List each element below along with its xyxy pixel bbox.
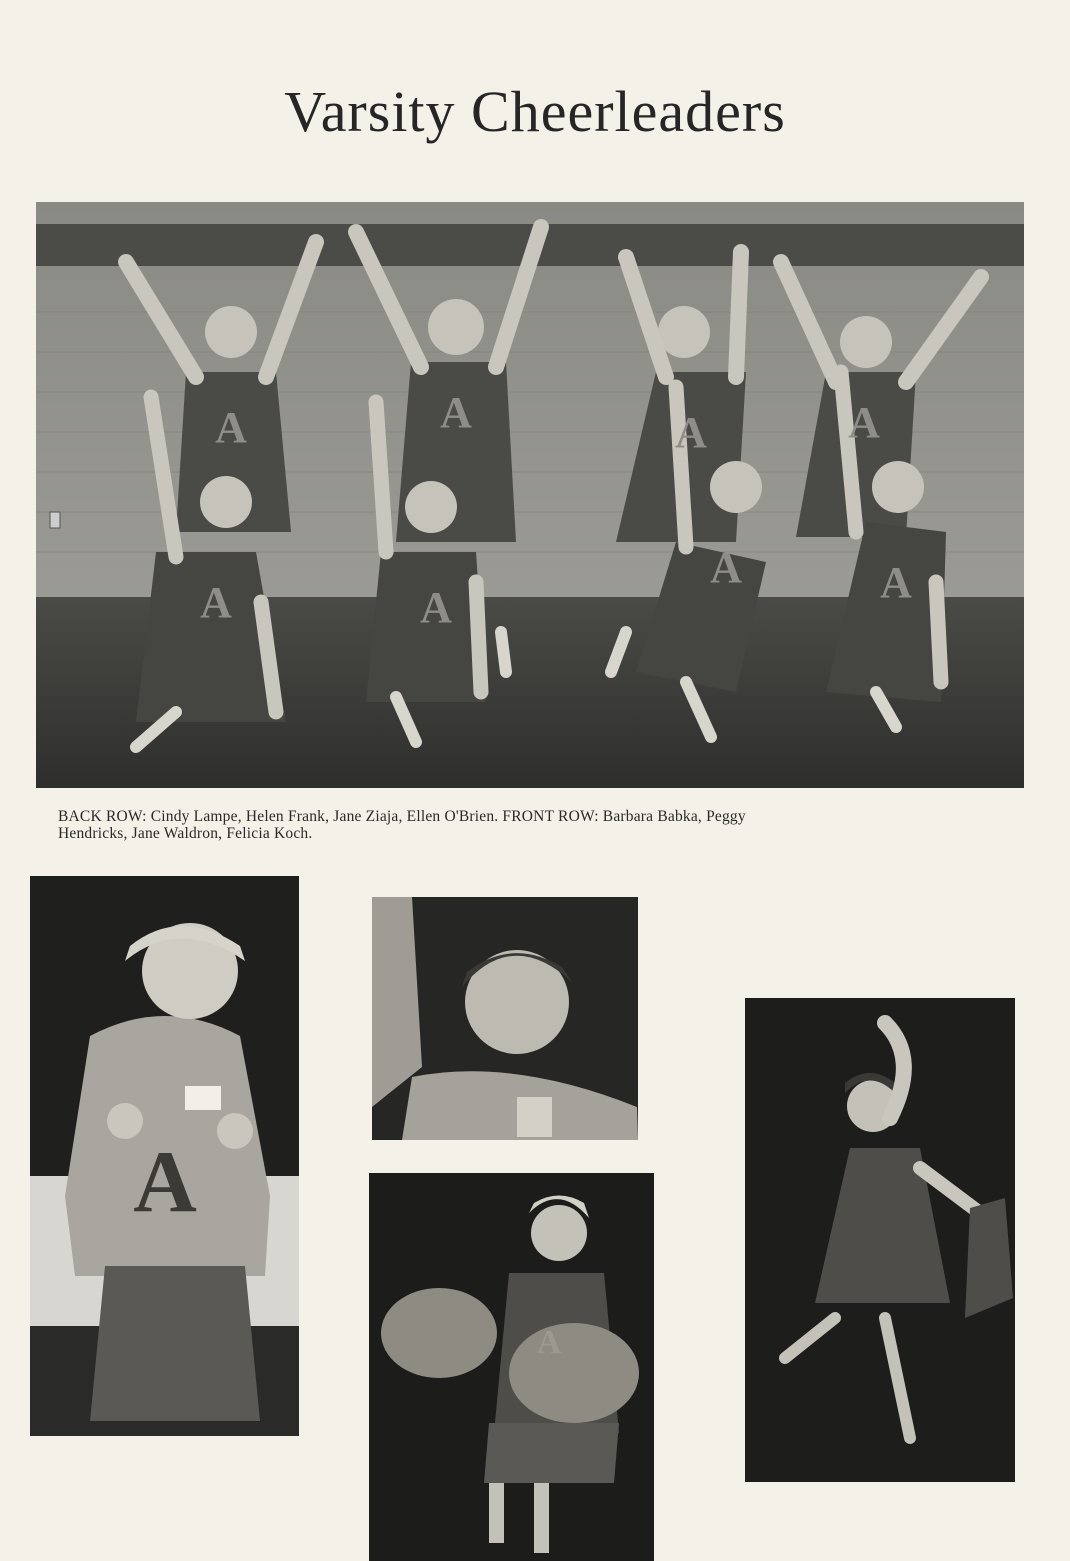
jersey-letter: A bbox=[420, 583, 452, 632]
cheerleader-pompoms-photo bbox=[369, 1173, 654, 1561]
jersey-letter: A bbox=[200, 578, 232, 627]
group-photo bbox=[36, 202, 1024, 788]
page-title: Varsity Cheerleaders bbox=[284, 79, 786, 144]
jersey-letter: A bbox=[440, 388, 472, 437]
jersey-letter: A bbox=[848, 398, 880, 447]
jersey-letter: A bbox=[215, 403, 247, 452]
jersey-letter: A bbox=[710, 543, 742, 592]
cheerleader-smiling-photo bbox=[372, 897, 638, 1140]
jersey-letter: A bbox=[536, 1324, 562, 1361]
caption-line: Hendricks, Jane Waldron, Felicia Koch. bbox=[58, 825, 313, 842]
sweater-letter: A bbox=[133, 1134, 197, 1231]
cheerleader-jumping-photo bbox=[745, 998, 1015, 1482]
cheerleader-sweater-photo bbox=[30, 876, 299, 1436]
caption-line: BACK ROW: Cindy Lampe, Helen Frank, Jane Ziaja, Ellen O'Brien. FRONT ROW: Barbara Babka, Peggy bbox=[58, 808, 746, 825]
jersey-letter: A bbox=[675, 408, 707, 457]
jersey-letter: A bbox=[880, 558, 912, 607]
photo-caption bbox=[58, 808, 988, 842]
